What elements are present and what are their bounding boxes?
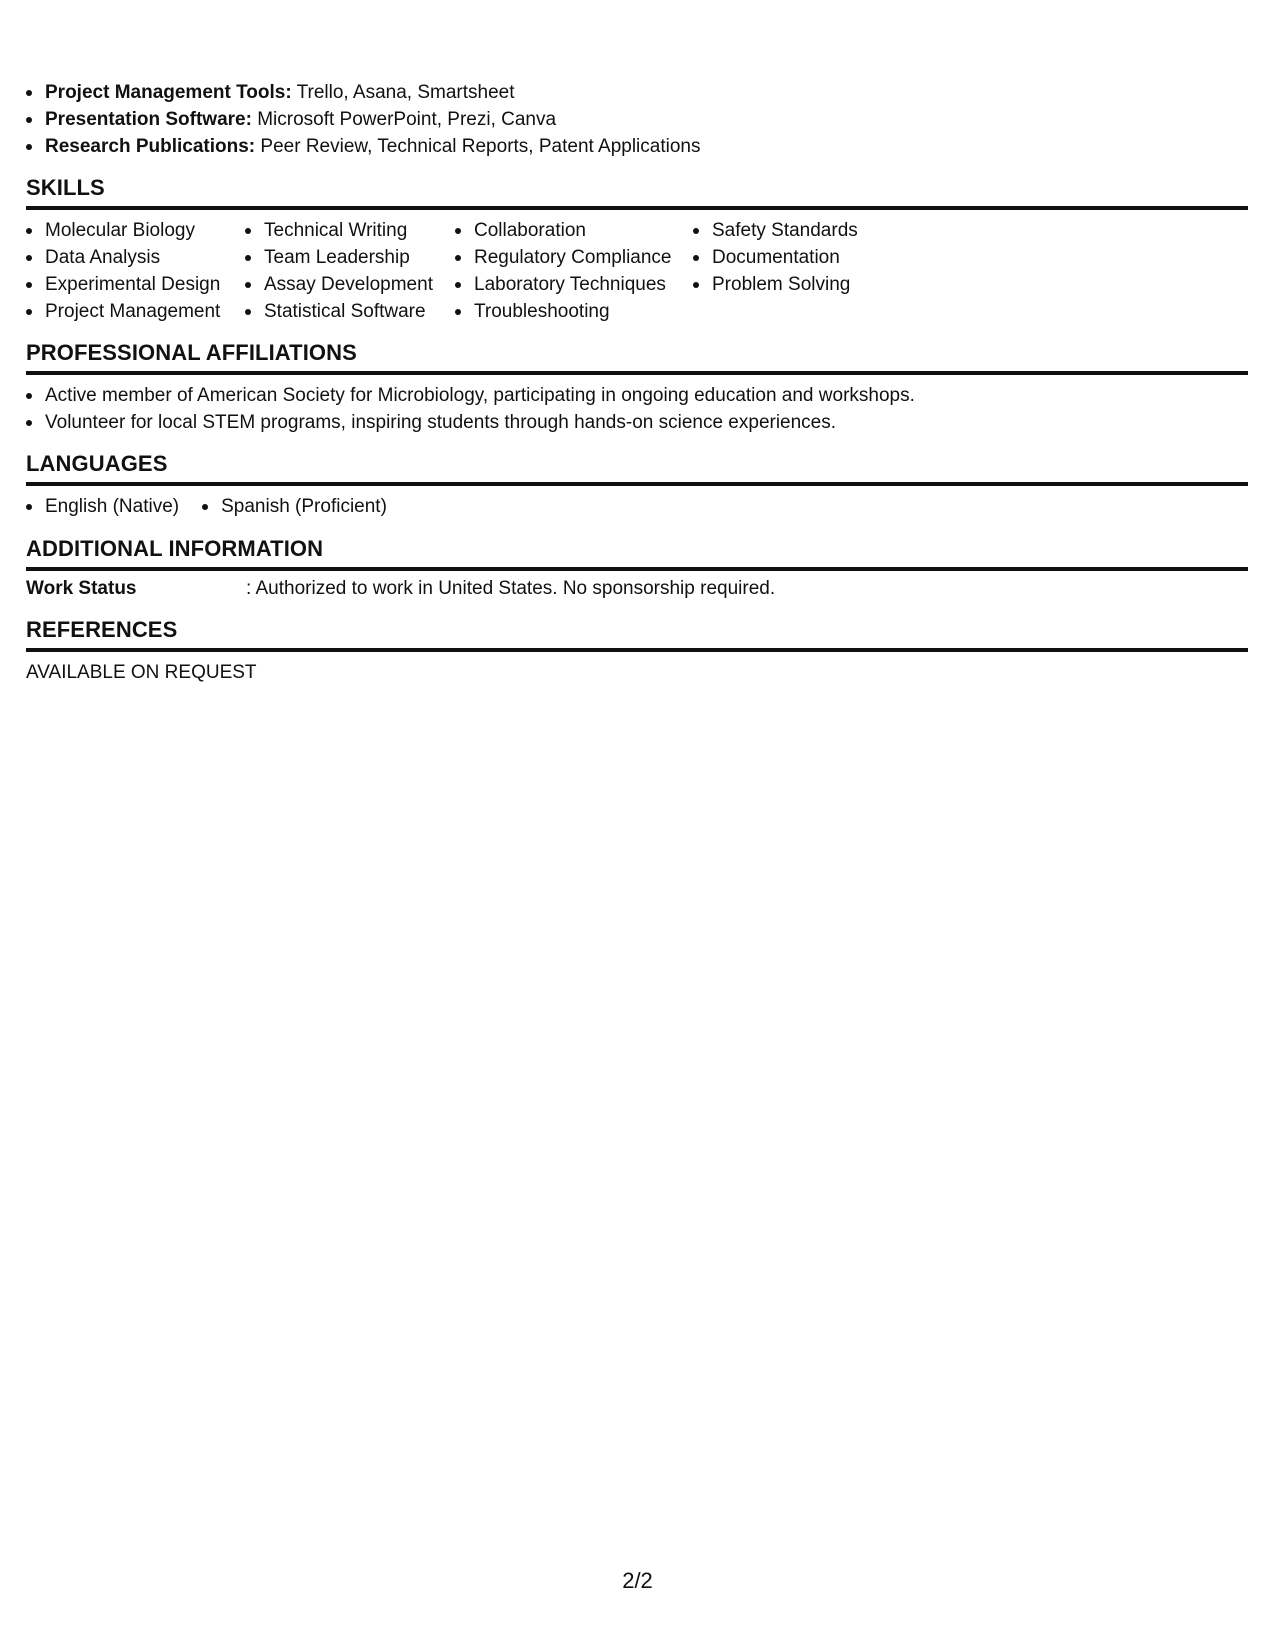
skill-item: Data Analysis [26,244,245,271]
skill-item: Molecular Biology [26,217,245,244]
tool-value: Trello, Asana, Smartsheet [291,82,515,103]
tool-label: Presentation Software: [45,109,252,130]
section-title-languages: LANGUAGES [26,450,1248,486]
skill-item: Statistical Software [245,298,455,325]
skill-item: Team Leadership [245,244,455,271]
affiliations-list [26,382,915,436]
language-item: English (Native) [26,493,179,520]
skill-item: Safety Standards [693,217,913,244]
tool-label: Project Management Tools: [45,82,292,103]
work-status-label: Work Status [26,578,137,599]
section-title-affiliations: PROFESSIONAL AFFILIATIONS [26,339,1248,375]
section-title-references: REFERENCES [26,616,1248,652]
skill-item: Problem Solving [693,271,913,298]
skill-item: Technical Writing [245,217,455,244]
skills-column [245,217,455,325]
languages-list [26,493,410,520]
skill-item: Regulatory Compliance [455,244,693,271]
skill-item: Assay Development [245,271,455,298]
skill-item: Documentation [693,244,913,271]
section-title-skills: SKILLS [26,174,1248,210]
skills-column [693,217,913,325]
skills-column [455,217,693,325]
work-status-value: : Authorized to work in United States. No sponsorship required. [246,578,776,599]
affiliation-item: Volunteer for local STEM programs, inspiring students through hands-on science experiences. [26,409,915,436]
language-item: Spanish (Proficient) [202,493,387,520]
tools-list [26,79,700,160]
list-item [26,79,700,106]
tool-label: Research Publications: [45,136,256,157]
tool-value: Microsoft PowerPoint, Prezi, Canva [251,109,557,130]
section-title-additional-information: ADDITIONAL INFORMATION [26,535,1248,571]
skill-item: Laboratory Techniques [455,271,693,298]
references-text: AVAILABLE ON REQUEST [26,662,257,683]
tool-value: Peer Review, Technical Reports, Patent Applications [255,136,701,157]
skill-item: Project Management [26,298,245,325]
page-number: 2/2 [622,1568,653,1593]
skill-item: Troubleshooting [455,298,693,325]
list-item [26,133,700,160]
skill-item: Collaboration [455,217,693,244]
work-status-row [26,575,775,602]
affiliation-item: Active member of American Society for Microbiology, participating in ongoing education and workshops. [26,382,915,409]
skills-column [26,217,245,325]
list-item [26,106,700,133]
skills-grid [26,217,913,325]
skill-item: Experimental Design [26,271,245,298]
